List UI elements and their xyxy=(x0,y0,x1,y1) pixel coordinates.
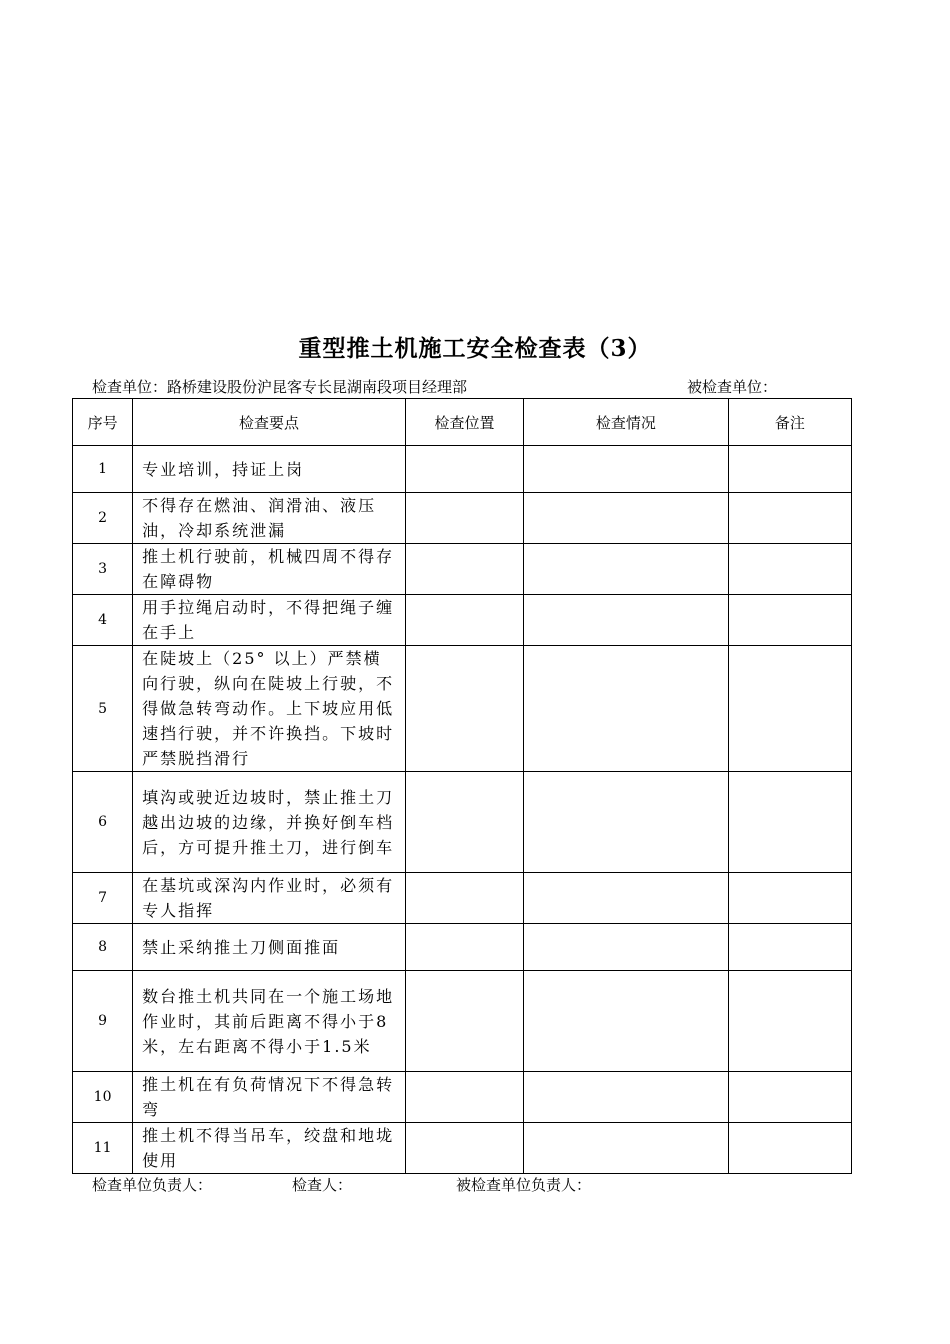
row-number: 1 xyxy=(73,446,133,493)
row-number: 7 xyxy=(73,873,133,924)
inspector-label: 检查人： xyxy=(292,1176,353,1194)
inspected-unit-label: 被检查单位： xyxy=(687,378,778,396)
note-cell xyxy=(728,646,851,772)
note-cell xyxy=(728,1072,851,1123)
position-cell xyxy=(405,873,523,924)
note-cell xyxy=(728,873,851,924)
position-cell xyxy=(405,971,523,1072)
note-cell xyxy=(728,1123,851,1174)
check-point-text: 用手拉绳启动时，不得把绳子缠在手上 xyxy=(133,595,406,646)
col-header-note: 备注 xyxy=(728,399,851,446)
situation-cell xyxy=(524,924,729,971)
row-number: 6 xyxy=(73,772,133,873)
situation-cell xyxy=(524,595,729,646)
check-point-text: 推土机不得当吊车，绞盘和地垅使用 xyxy=(133,1123,406,1174)
check-point-text: 数台推土机共同在一个施工场地作业时，其前后距离不得小于8米，左右距离不得小于1.5米 xyxy=(133,971,406,1072)
note-cell xyxy=(728,595,851,646)
position-cell xyxy=(405,493,523,544)
situation-cell xyxy=(524,446,729,493)
situation-cell xyxy=(524,873,729,924)
row-number: 2 xyxy=(73,493,133,544)
table-row xyxy=(73,924,852,971)
row-number: 4 xyxy=(73,595,133,646)
position-cell xyxy=(405,924,523,971)
check-point-text: 在基坑或深沟内作业时，必须有专人指挥 xyxy=(133,873,406,924)
row-number: 9 xyxy=(73,971,133,1072)
check-point-text: 推土机行驶前，机械四周不得存在障碍物 xyxy=(133,544,406,595)
situation-cell xyxy=(524,646,729,772)
inspected-unit-leader-label: 被检查单位负责人： xyxy=(456,1176,592,1194)
check-point-text: 推土机在有负荷情况下不得急转弯 xyxy=(133,1072,406,1123)
position-cell xyxy=(405,544,523,595)
col-header-number: 序号 xyxy=(73,399,133,446)
check-point-text: 填沟或驶近边坡时，禁止推土刀越出边坡的边缘，并换好倒车档后，方可提升推土刀，进行倒车 xyxy=(133,772,406,873)
situation-cell xyxy=(524,1123,729,1174)
table-row xyxy=(73,646,852,772)
table-row xyxy=(73,873,852,924)
inspection-table xyxy=(72,398,852,1174)
table-header-row xyxy=(73,399,852,446)
position-cell xyxy=(405,772,523,873)
check-point-text: 不得存在燃油、润滑油、液压油，冷却系统泄漏 xyxy=(133,493,406,544)
table-row xyxy=(73,1123,852,1174)
check-point-text: 禁止采纳推土刀侧面推面 xyxy=(133,924,406,971)
col-header-position: 检查位置 xyxy=(405,399,523,446)
position-cell xyxy=(405,595,523,646)
col-header-situation: 检查情况 xyxy=(524,399,729,446)
row-number: 11 xyxy=(73,1123,133,1174)
note-cell xyxy=(728,971,851,1072)
situation-cell xyxy=(524,971,729,1072)
table-row xyxy=(73,971,852,1072)
row-number: 8 xyxy=(73,924,133,971)
note-cell xyxy=(728,493,851,544)
note-cell xyxy=(728,544,851,595)
col-header-check-point: 检查要点 xyxy=(133,399,406,446)
inspecting-unit-leader-label: 检查单位负责人： xyxy=(92,1176,213,1194)
table-row xyxy=(73,1072,852,1123)
note-cell xyxy=(728,924,851,971)
table-row xyxy=(73,446,852,493)
check-point-text: 在陡坡上（25° 以上）严禁横向行驶，纵向在陡坡上行驶，不得做急转弯动作。上下坡应用低速挡行驶，并不许换挡。下坡时严禁脱挡滑行 xyxy=(133,646,406,772)
row-number: 10 xyxy=(73,1072,133,1123)
situation-cell xyxy=(524,772,729,873)
situation-cell xyxy=(524,493,729,544)
position-cell xyxy=(405,1123,523,1174)
situation-cell xyxy=(524,1072,729,1123)
situation-cell xyxy=(524,544,729,595)
position-cell xyxy=(405,446,523,493)
position-cell xyxy=(405,1072,523,1123)
row-number: 5 xyxy=(73,646,133,772)
table-row xyxy=(73,544,852,595)
page-title: 重型推土机施工安全检查表（3） xyxy=(298,335,652,362)
row-number: 3 xyxy=(73,544,133,595)
check-point-text: 专业培训，持证上岗 xyxy=(133,446,406,493)
note-cell xyxy=(728,446,851,493)
table-row xyxy=(73,772,852,873)
position-cell xyxy=(405,646,523,772)
table-row xyxy=(73,493,852,544)
note-cell xyxy=(728,772,851,873)
inspect-unit-label: 检查单位：路桥建设股份沪昆客专长昆湖南段项目经理部 xyxy=(92,378,468,396)
table-row xyxy=(73,595,852,646)
